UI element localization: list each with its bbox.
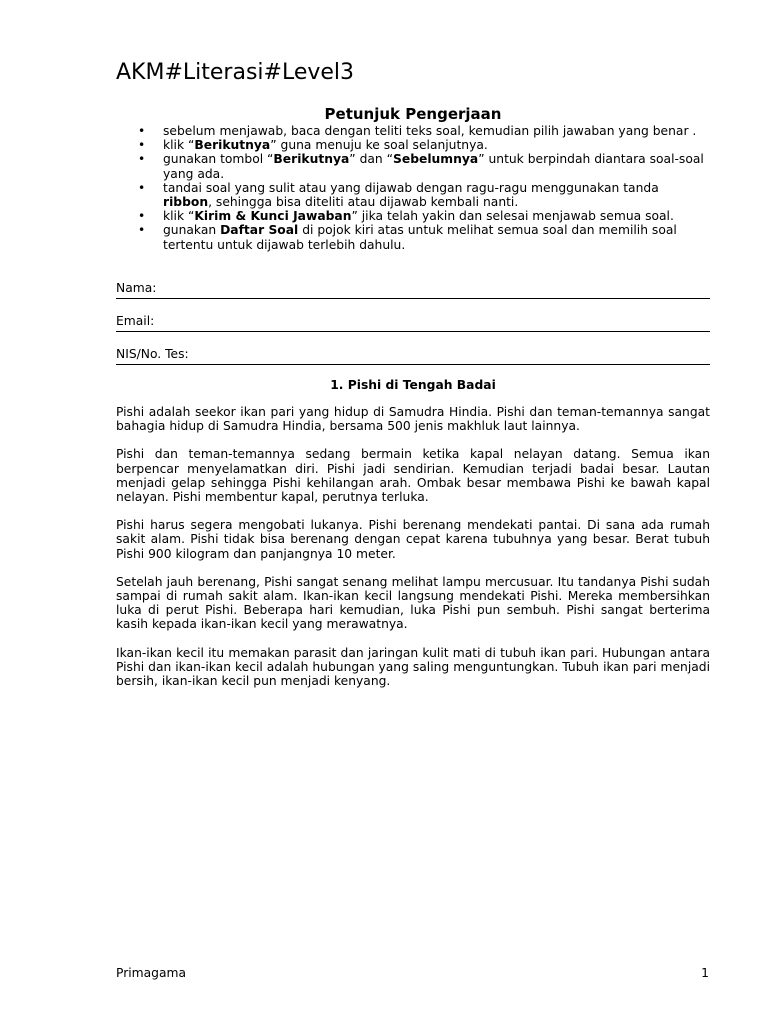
- instructions-heading: Petunjuk Pengerjaan: [324, 105, 502, 123]
- instruction-keyword: Sebelumnya: [393, 152, 479, 167]
- instruction-text: ” dan “: [349, 152, 393, 167]
- name-label: Nama:: [116, 281, 157, 295]
- story-paragraph: Ikan-ikan kecil itu memakan parasit dan jaringan kulit mati di tubuh ikan pari. Hubungan antara Pishi dan ikan-ikan kecil adalah hubungan yang saling menguntungkan. Tubuh ikan pari menjadi bersih, ikan-ikan kecil pun menjadi kenyang.: [116, 645, 710, 689]
- instruction-text: sebelum menjawab, baca dengan teliti teks soal, kemudian pilih jawaban yang benar .: [163, 124, 697, 138]
- instruction-text: ” untuk berpindah diantara soal-soal yang ada.: [163, 152, 704, 181]
- instruction-text: tandai soal yang sulit atau yang dijawab dengan ragu-ragu menggunakan tanda: [163, 180, 659, 195]
- instruction-item: [116, 138, 710, 152]
- footer-publisher: Primagama: [116, 966, 187, 980]
- instruction-keyword: Berikutnya: [273, 152, 350, 167]
- instruction-text: , sehingga bisa diteliti atau dijawab kembali nanti.: [208, 195, 519, 210]
- instruction-keyword: ribbon: [163, 195, 209, 210]
- instruction-text: klik “: [163, 209, 195, 224]
- instructions-list: [116, 124, 710, 252]
- story-paragraph: Setelah jauh berenang, Pishi sangat senang melihat lampu mercusuar. Itu tandanya Pishi sudah sampai di rumah sakit alam. Ikan-ikan kecil langsung mendekati Pishi. Mereka membersihkan luka di perut Pishi. Beberapa hari kemudian, luka Pishi pun sembuh. Pishi sangat berterima kasih kepada ikan-ikan kecil yang merawatnya.: [116, 574, 710, 632]
- instruction-item: [116, 124, 710, 138]
- instruction-text: klik “: [163, 138, 195, 153]
- nis-field[interactable]: [116, 346, 710, 365]
- story-text: [116, 405, 710, 702]
- instruction-text: gunakan: [163, 223, 221, 238]
- email-label: Email:: [116, 314, 155, 328]
- instruction-text: ” jika telah yakin dan selesai menjawab semua soal.: [351, 209, 674, 224]
- instruction-item: [116, 152, 710, 180]
- page-number: 1: [701, 966, 709, 980]
- email-field[interactable]: [116, 313, 710, 332]
- instruction-item: [116, 223, 710, 251]
- instruction-text: di pojok kiri atas untuk melihat semua soal dan memilih soal tertentu untuk dijawab terlebih dahulu.: [163, 223, 677, 252]
- instruction-item: [116, 209, 710, 223]
- story-title: 1. Pishi di Tengah Badai: [330, 378, 496, 392]
- document-title: AKM#Literasi#Level3: [116, 60, 355, 85]
- instruction-keyword: Berikutnya: [194, 138, 271, 153]
- instruction-keyword: Daftar Soal: [220, 223, 299, 238]
- story-paragraph: Pishi harus segera mengobati lukanya. Pishi berenang mendekati pantai. Di sana ada rumah sakit alam. Pishi tidak bisa berenang dengan cepat karena tubuhnya yang besar. Berat tubuh Pishi 900 kilogram dan panjangnya 10 meter.: [116, 518, 710, 561]
- nis-label: NIS/No. Tes:: [116, 347, 189, 361]
- instruction-keyword: Kirim & Kunci Jawaban: [194, 209, 352, 224]
- instruction-text: ” guna menuju ke soal selanjutnya.: [270, 138, 488, 153]
- instruction-item: [116, 181, 710, 209]
- story-paragraph: Pishi adalah seekor ikan pari yang hidup di Samudra Hindia. Pishi dan teman-temannya sangat bahagia hidup di Samudra Hindia, bersama 500 jenis makhluk laut lainnya.: [116, 405, 710, 434]
- name-field[interactable]: [116, 280, 710, 299]
- story-paragraph: Pishi dan teman-temannya sedang bermain ketika kapal nelayan datang. Semua ikan berpencar menyelamatkan diri. Pishi jadi sendirian. Kemudian terjadi badai besar. Lautan menjadi gelap sehingga Pishi kehilangan arah. Ombak besar membawa Pishi ke bawah kapal nelayan. Pishi membentur kapal, perutnya terluka.: [116, 447, 710, 505]
- instruction-text: gunakan tombol “: [163, 152, 274, 167]
